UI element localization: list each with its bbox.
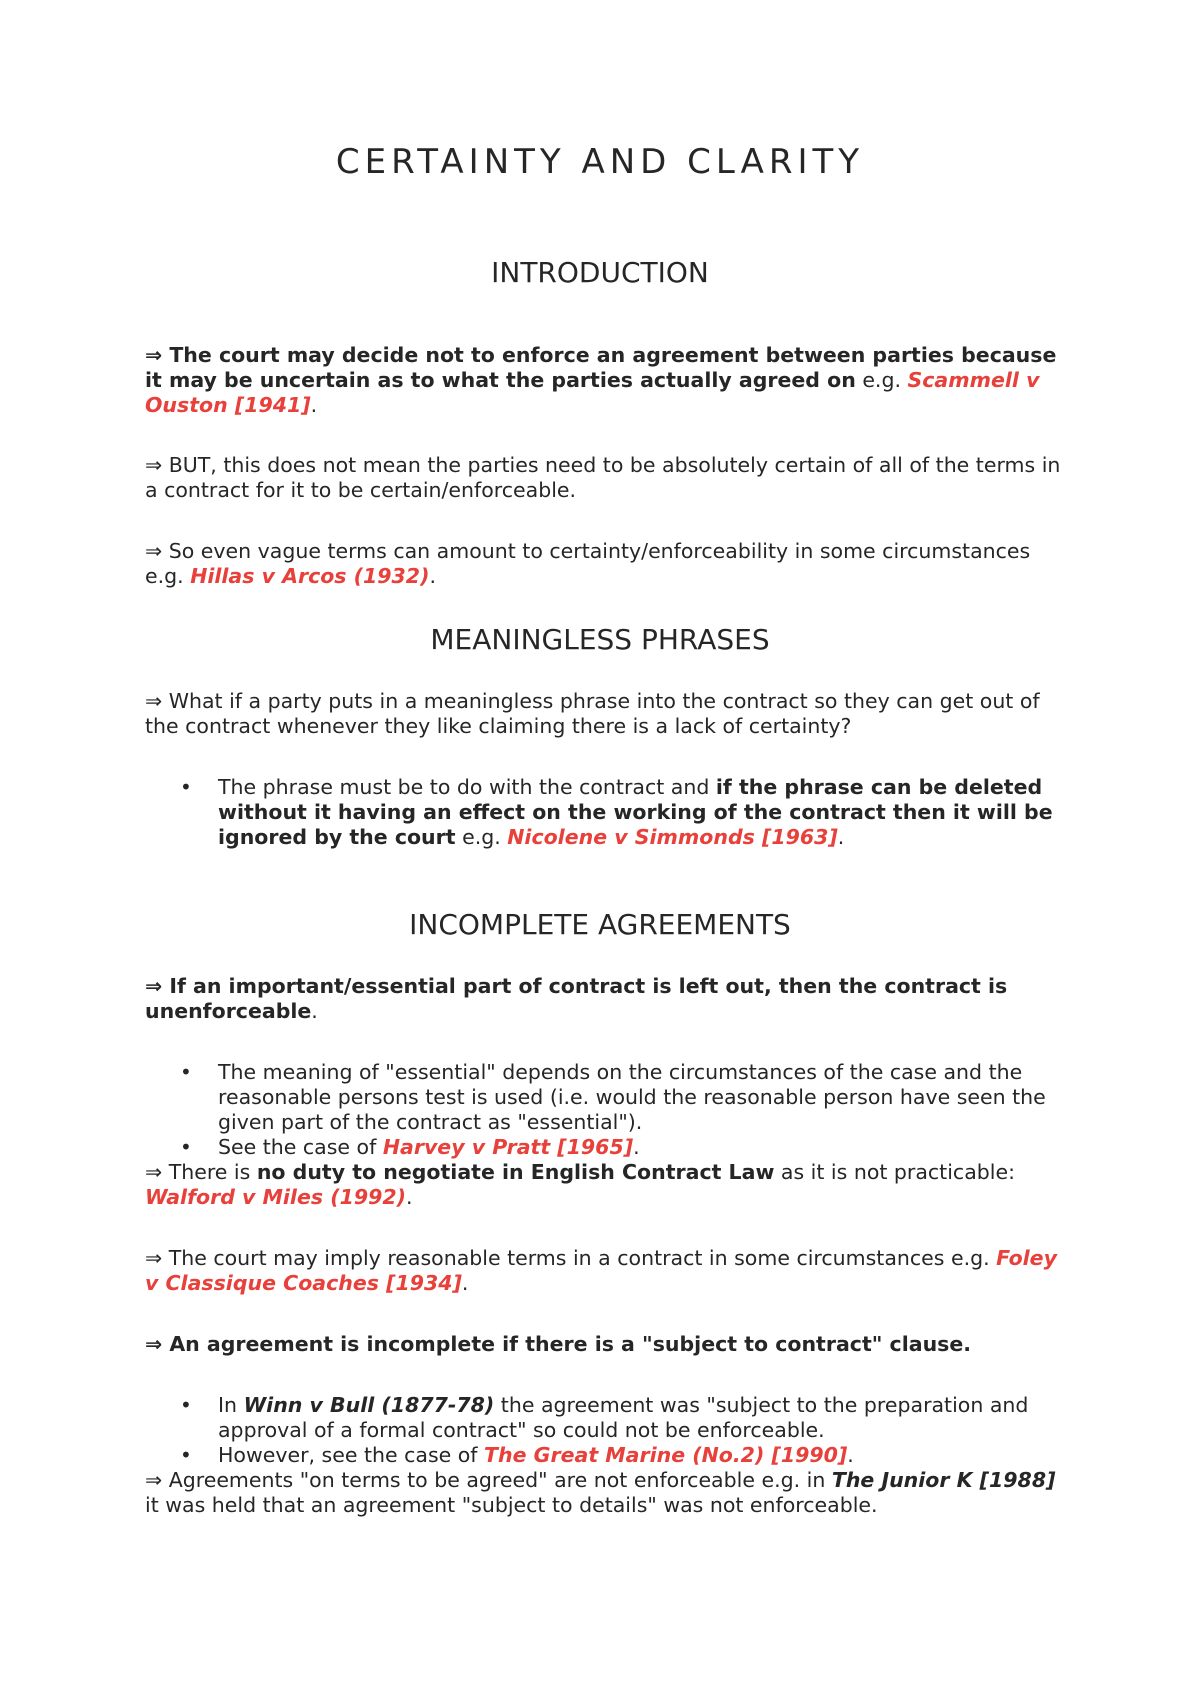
text: However, see the case of — [218, 1443, 485, 1467]
text: ⇒ So even vague terms can amount to certainty/enforceability in some circumstances e.g. — [145, 539, 1031, 588]
case-citation: Harvey v Pratt [1965] — [382, 1135, 634, 1159]
text: e.g. — [455, 825, 508, 849]
incomplete-paragraph-1 — [145, 974, 1065, 1024]
text: the agreement was "subject to the preparation and approval of a formal contract" so could not be enforceable. — [218, 1393, 1029, 1442]
case-citation: The Junior K [1988] — [831, 1468, 1056, 1492]
text: as it is not practicable: — [774, 1160, 1015, 1184]
bold-text: The court may decide not to enforce an agreement between parties because it may be uncertain as to what the parties actually agreed on — [145, 343, 1057, 392]
case-citation: Hillas v Arcos (1932) — [190, 564, 430, 588]
intro-paragraph-3 — [145, 539, 1065, 589]
bold-text: no duty to negotiate in English Contract Law — [256, 1160, 775, 1184]
text: See the case of — [218, 1135, 383, 1159]
text: ⇒ There is — [145, 1160, 257, 1184]
case-citation: The Great Marine (No.2) [1990] — [484, 1443, 848, 1467]
text: . — [847, 1443, 854, 1467]
incomplete-paragraph-2 — [145, 1160, 1065, 1210]
intro-paragraph-1 — [145, 343, 1065, 418]
text: . — [429, 564, 436, 588]
text: e.g. — [855, 368, 908, 392]
text: . — [461, 1271, 469, 1295]
text: . — [406, 1185, 413, 1209]
case-citation: Winn v Bull (1877-78) — [243, 1393, 495, 1417]
case-citation: Walford v Miles (1992) — [145, 1185, 406, 1209]
document-title: CERTAINTY AND CLARITY — [335, 142, 865, 182]
case-citation: Scammell v Ouston [1941] — [145, 368, 1040, 417]
text: ⇒ Agreements "on terms to be agreed" are not enforceable e.g. in — [145, 1468, 832, 1492]
incomplete-paragraph-4: ⇒ An agreement is incomplete if there is a "subject to contract" clause. — [145, 1332, 972, 1356]
heading-incomplete-agreements: INCOMPLETE AGREEMENTS — [409, 908, 791, 941]
text: ⇒ The court may imply reasonable terms in a contract in some circumstances e.g. — [145, 1246, 997, 1270]
text: . — [310, 393, 318, 417]
text: . — [837, 825, 845, 849]
intro-paragraph-2: ⇒ BUT, this does not mean the parties need to be absolutely certain of all of the terms in a contract for it to be certain/enforceable. — [145, 453, 1061, 502]
text: it was held that an agreement "subject to details" was not enforceable. — [145, 1493, 878, 1517]
heading-introduction: INTRODUCTION — [491, 256, 709, 289]
incomplete-bullet-3 — [218, 1393, 1078, 1443]
text: . — [633, 1135, 640, 1159]
meaningless-paragraph-1: ⇒ What if a party puts in a meaningless phrase into the contract so they can get out of the contract whenever they like claiming there is a lack of certainty? — [145, 689, 1040, 738]
text: The phrase must be to do with the contract and — [218, 775, 716, 799]
bold-text: if the phrase can be deleted without it having an effect on the working of the contract then it will be ignored by the court — [218, 775, 1053, 849]
heading-meaningless-phrases: MEANINGLESS PHRASES — [430, 623, 770, 656]
meaningless-bullet-1 — [218, 775, 1078, 850]
arrow-icon: ⇒ — [145, 343, 163, 367]
incomplete-bullet-2 — [218, 1135, 1078, 1160]
incomplete-paragraph-3 — [145, 1246, 1065, 1296]
bold-text: ⇒ If an important/essential part of contract is left out, then the contract is unenforceable — [145, 974, 1008, 1023]
case-citation: Foley v Classique Coaches [1934] — [145, 1246, 1057, 1295]
incomplete-bullet-4 — [218, 1443, 1078, 1468]
incomplete-paragraph-5 — [145, 1468, 1065, 1518]
case-citation: Nicolene v Simmonds [1963] — [507, 825, 838, 849]
incomplete-bullet-1: • The meaning of "essential" depends on the circumstances of the case and the reasonable persons test is used (i.e. would the reasonable person have seen the given part of the contract as "essential"). — [218, 1060, 1078, 1135]
text: . — [311, 999, 318, 1023]
text: In — [218, 1393, 244, 1417]
